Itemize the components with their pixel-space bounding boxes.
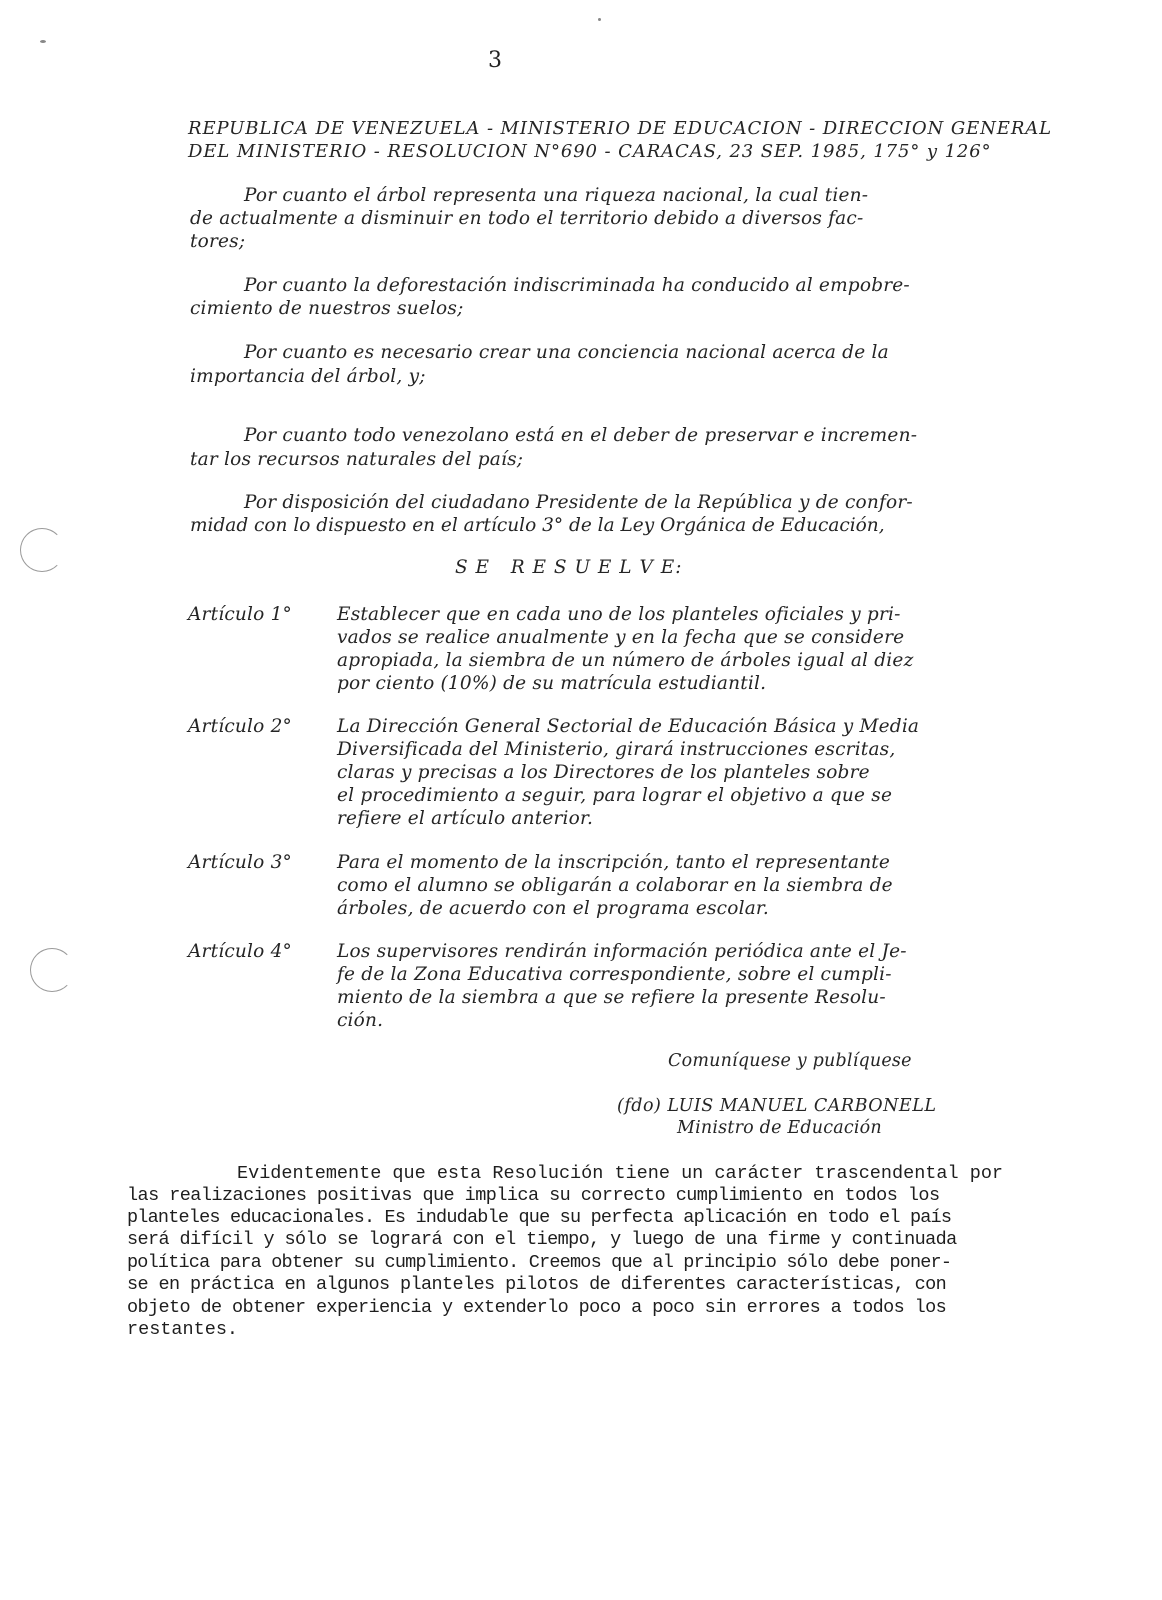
commentary-line: política para obtener su cumplimiento. Creemos que al principio sólo debe poner-	[127, 1252, 952, 1273]
clause-line: importancia del árbol, y;	[190, 366, 426, 387]
closing-formula: Comuníquese y publíquese	[668, 1051, 912, 1071]
signature-title: Ministro de Educación	[677, 1118, 882, 1138]
commentary-line: Evidentemente que esta Resolución tiene un carácter trascendental por	[237, 1163, 1004, 1184]
clause-line: tar los recursos naturales del país;	[190, 449, 524, 470]
article-line: La Dirección General Sectorial de Educación Básica y Media	[337, 716, 920, 737]
article-label: Artículo 3°	[188, 852, 292, 873]
commentary-line: objeto de obtener experiencia y extenderlo poco a poco sin errores a todos los	[127, 1297, 947, 1318]
article-line: Establecer que en cada uno de los planteles oficiales y pri-	[337, 604, 901, 625]
article-line: claras y precisas a los Directores de los planteles sobre	[337, 762, 870, 783]
article-line: por ciento (10%) de su matrícula estudiantil.	[337, 673, 767, 694]
clause-line: cimiento de nuestros suelos;	[190, 298, 464, 319]
commentary-line: será difícil y sólo se logrará con el tiempo, y luego de una firme y continuada	[127, 1229, 957, 1250]
article-line: refiere el artículo anterior.	[337, 808, 594, 829]
clause-line: Por cuanto es necesario crear una conciencia nacional acerca de la	[244, 342, 889, 363]
clause-line: midad con lo dispuesto en el artículo 3° de la Ley Orgánica de Educación,	[190, 515, 885, 536]
article-line: fe de la Zona Educativa correspondiente, sobre el cumpli-	[337, 964, 892, 985]
punch-hole-top	[20, 528, 64, 572]
article-line: el procedimiento a seguir, para lograr el objetivo a que se	[337, 785, 893, 806]
commentary-line: planteles educacionales. Es indudable que su perfecta aplicación en todo el país	[127, 1207, 952, 1228]
scan-speck	[598, 18, 601, 21]
resolves-heading: S E R E S U E L V E:	[455, 557, 683, 578]
commentary-line: restantes.	[127, 1319, 239, 1340]
article-line: miento de la siembra a que se refiere la presente Resolu-	[337, 987, 886, 1008]
clause-line: de actualmente a disminuir en todo el territorio debido a diversos fac-	[190, 208, 864, 229]
article-label: Artículo 4°	[188, 941, 292, 962]
article-line: ción.	[337, 1010, 384, 1031]
article-line: como el alumno se obligarán a colaborar en la siembra de	[337, 875, 893, 896]
article-line: apropiada, la siembra de un número de árboles igual al diez	[337, 650, 914, 671]
clause-line: tores;	[190, 231, 246, 252]
article-line: Los supervisores rendirán información periódica ante el Je-	[337, 941, 907, 962]
clause-line: Por disposición del ciudadano Presidente de la República y de confor-	[244, 492, 913, 513]
page-number: 3	[488, 48, 502, 73]
clause-line: Por cuanto todo venezolano está en el deber de preservar e incremen-	[244, 425, 918, 446]
scan-speck	[40, 40, 46, 43]
commentary-line: se en práctica en algunos planteles pilotos de diferentes características, con	[127, 1274, 947, 1295]
punch-hole-bottom	[30, 948, 74, 992]
commentary-line: las realizaciones positivas que implica su correcto cumplimiento en todos los	[127, 1185, 940, 1206]
clause-line: Por cuanto el árbol representa una riqueza nacional, la cual tien-	[244, 185, 869, 206]
article-line: árboles, de acuerdo con el programa escolar.	[337, 898, 770, 919]
article-label: Artículo 2°	[188, 716, 292, 737]
article-line: Diversificada del Ministerio, girará instrucciones escritas,	[337, 739, 896, 760]
clause-line: Por cuanto la deforestación indiscriminada ha conducido al empobre-	[244, 275, 910, 296]
article-label: Artículo 1°	[188, 604, 292, 625]
article-line: vados se realice anualmente y en la fecha que se considere	[337, 627, 905, 648]
article-line: Para el momento de la inscripción, tanto el representante	[337, 852, 891, 873]
resolution-header-line: REPUBLICA DE VENEZUELA - MINISTERIO DE EDUCACION - DIRECCION GENERAL	[188, 118, 1053, 139]
signature-name: (fdo) LUIS MANUEL CARBONELL	[617, 1096, 937, 1116]
resolution-header-line: DEL MINISTERIO - RESOLUCION N°690 - CARACAS, 23 SEP. 1985, 175° y 126°	[188, 141, 992, 162]
